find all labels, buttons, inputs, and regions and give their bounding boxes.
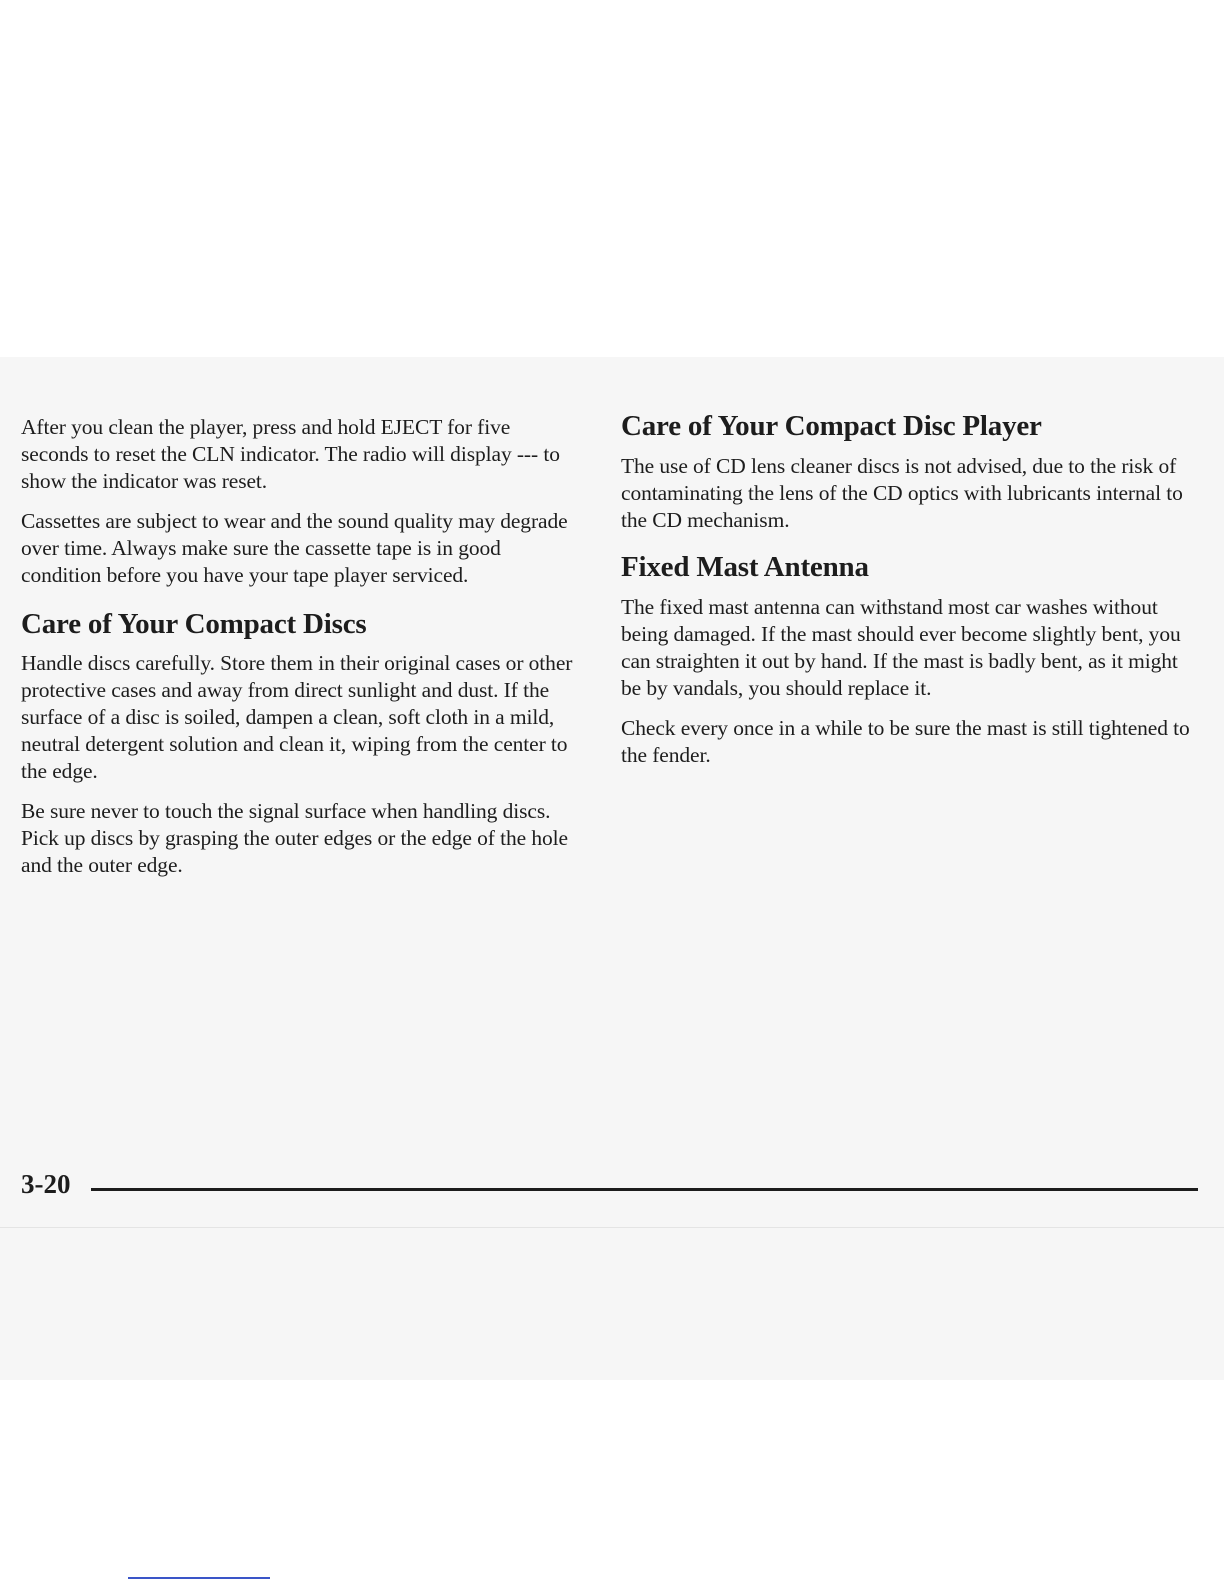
antenna-check-paragraph: Check every once in a while to be sure the mast is still tightened to the fender.: [621, 716, 1190, 767]
compact-discs-heading: Care of Your Compact Discs: [21, 608, 367, 640]
right-column: [621, 409, 1201, 782]
bottom-underline: [128, 1577, 270, 1579]
manual-page: [0, 357, 1224, 1380]
cd-player-heading: Care of Your Compact Disc Player: [621, 410, 1042, 442]
handle-discs-paragraph: Handle discs carefully. Store them in their original cases or other protective cases and away from direct sunlight and dust. If the surface of a disc is soiled, dampen a clean, soft cloth in a mild, neutral detergent solution and clean it, wiping from the center to the edge.: [21, 651, 573, 783]
left-column: [21, 414, 581, 892]
antenna-heading: Fixed Mast Antenna: [621, 551, 869, 583]
antenna-washes-paragraph: The fixed mast antenna can withstand most car washes without being damaged. If the mast should ever become slightly bent, you can straighten it out by hand. If the mast is badly bent, as it might be by vandals, you should replace it.: [621, 595, 1181, 700]
scan-divider: [0, 1227, 1224, 1228]
page-footer: [21, 1164, 1181, 1204]
eject-reset-paragraph: After you clean the player, press and hold EJECT for five seconds to reset the CLN indicator. The radio will display --- to show the indicator was reset.: [21, 415, 560, 493]
lens-cleaner-paragraph: The use of CD lens cleaner discs is not advised, due to the risk of contaminating the lens of the CD optics with lubricants internal to the CD mechanism.: [621, 454, 1183, 532]
page-number: 3-20: [21, 1169, 71, 1199]
cassette-wear-paragraph: Cassettes are subject to wear and the sound quality may degrade over time. Always make sure the cassette tape is in good condition before you have your tape player serviced.: [21, 509, 568, 587]
footer-rule: [91, 1188, 1198, 1191]
signal-surface-paragraph: Be sure never to touch the signal surface when handling discs. Pick up discs by grasping the outer edges or the edge of the hole and the outer edge.: [21, 799, 568, 877]
